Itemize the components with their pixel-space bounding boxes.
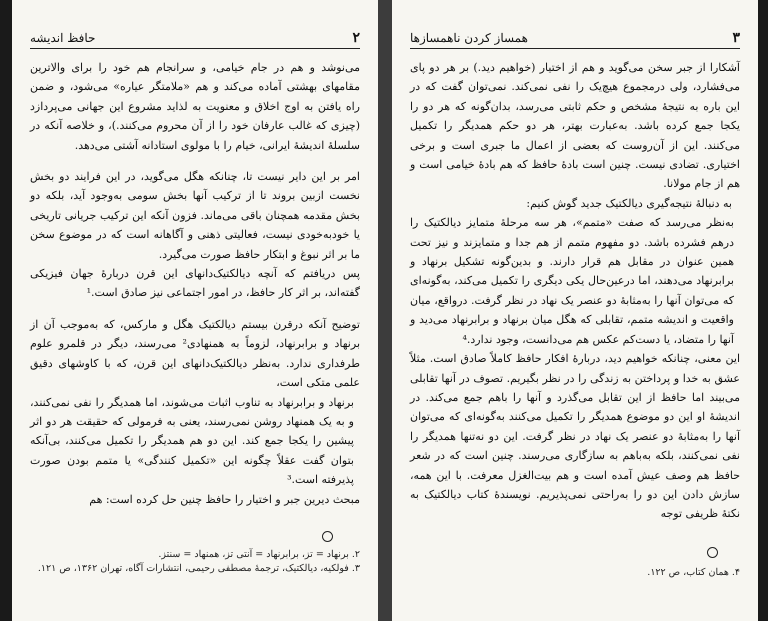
ornament-circle (707, 547, 718, 558)
paragraph: می‌نوشد و هم در جام خیامی، و سرانجام هم خود را برای والاترین مقامهای بهشتی آماده می‌کند و هم «ملامتگر عیاره» می‌شود، و ضمن راه یافتن به اوج اخلاق و معنویت به لذاید مشروع این جهانی می‌پردازد (چیزی که غالب عارفان خود را از آن محروم می‌کنند.)، و خلاصه آنکه در سلسلهٔ اندیشهٔ ایرانی، خیام را با مولوی استادانه آشتی می‌دهد. (30, 61, 360, 152)
running-title: حافظ اندیشه (30, 31, 96, 45)
scan-edge-right (758, 0, 768, 621)
page-body (30, 58, 360, 509)
paragraph: پس دریافتم که آنچه دیالکتیک‌دانهای این قرن دربارهٔ جهان فیزیکی گفته‌اند، بر اثر کار حافظ، در امور اجتماعی نیز صادق است.¹ (30, 267, 360, 300)
right-page (392, 0, 758, 621)
paragraph: آشکارا از جبر سخن می‌گوید و هم از اختیار (خواهیم دید.) بر هر دو پای می‌فشارد، ولی درمجموع هیچ‌یک را نفی نمی‌کند. نمی‌توان گفت که در این باره به نتیجهٔ مشخص و حکم ثابتی می‌رسد، بدان‌گونه که هر دو را یکجا جمع کرده باشد. به‌عبارت بهتر، هر دو حکم همدیگر را تکمیل می‌کنند. این از آن‌روست که بعضی از اعمال ما جبری است و برخی اختیاری. تضادی نیست. چنین است بادهٔ حافظ که هم بادهٔ خیامی است و هم از جام مولانا. (410, 61, 740, 191)
footnote: ۴. همان کتاب، ص ۱۲۲. (647, 567, 740, 578)
page-number: ۲ (352, 30, 360, 46)
page-number: ۳ (732, 30, 740, 46)
scan-edge-left (0, 0, 12, 621)
footnotes (410, 566, 740, 580)
footnote: ۳. فولکیه، دیالکتیک، ترجمهٔ مصطفی رحیمی، انتشارات آگاه، تهران ۱۳۶۲، ص ۱۲۱. (37, 563, 360, 574)
footnote: ۲. برنهاد = تز، برابرنهاد = آنتی تز، همنهاد = سنتز. (158, 549, 360, 560)
quote-paragraph: به‌نظر می‌رسد که صفت «متمم»، هر سه مرحلهٔ متمایز دیالکتیک را درهم فشرده باشد. دو مفهوم متمم از هم جدا و متمایزند و نیز تحت همین عنوان در مقابل هم قرار دارند. و بدین‌گونه تشکیل برنهاد و برابرنهاد می‌دهند، اما درعین‌حال یکی دیگری را تکمیل می‌کند، به‌گونه‌ای که می‌توان آنها را به‌مثابهٔ دو عنصر یک نهاد در نظر گرفت. درواقع، میان واقعیت و اندیشه متمم، تقابلی که هگل میان برنهاد و برابرنهاد می‌دید و آنها را متضاد، یا دست‌کم عکس هم می‌دانست، وجود ندارد.⁴ (410, 216, 734, 346)
page-header (30, 30, 360, 49)
paragraph: این معنی، چنانکه خواهیم دید، دربارهٔ افکار حافظ کاملاً صادق است. مثلاً عشق به خدا و پرداختن به زندگی را در نظر بگیریم. تصوف در آنها تقابلی می‌بیند اما حافظ از این تقابل می‌گذرد و آنها را باهم جمع می‌کند. در اندیشهٔ او این دو موضوع همدیگر را تکمیل می‌کنند به‌گونه‌ای که می‌توان آنها را به‌مثابهٔ دو عنصر یک نهاد در نظر گرفت. این دو نه‌تنها همدیگر را نفی نمی‌کنند، بلکه به‌باهم به سازگاری می‌رسند. چنین است که در شعر حافظ هم وصف عیش آمده است و هم بیت‌الغزل معرفت. با این همه، سازش دادن این دو را به‌راحتی نمی‌پذیریم. نویسندهٔ کتاب دیالکتیک به نکتهٔ ظریفی توجه (410, 352, 740, 521)
page-header (410, 30, 740, 49)
ornament-circle (322, 531, 333, 542)
running-title: همساز کردن ناهمسازها (410, 31, 528, 45)
book-spine-gap (378, 0, 392, 621)
paragraph: به دنبالهٔ نتیجه‌گیری دیالکتیک جدید گوش کنیم: (526, 196, 732, 210)
paragraph: امر بر این دایر نیست تا، چنانکه هگل می‌گوید، در این فرایند دو بخش نخست ازبین بروند تا از ترکیب آنها بخش سومی به‌وجود آید، بلکه دو بخش مقدمه همچنان باقی می‌ماند. فزون آنکه این ترکیب جریانی تاریخی یا خودبه‌خودی نیست، فعالیتی ذهنی و آگاهانه است که در موضوع سخن ما بر اثر نبوغ و ابتکار حافظ صورت می‌گیرد. (30, 170, 360, 261)
footnotes (30, 548, 360, 576)
page-body (410, 58, 740, 524)
quote-paragraph: برنهاد و برابرنهاد به تناوب اثبات می‌شوند، اما همدیگر را نفی نمی‌کنند، و به یک همنهاد روشن نمی‌رسند، یعنی به فرمولی که حقیقت هر دو اثر پیشین را یکجا جمع کند. این دو هم همدیگر را تکمیل می‌کنند، بی‌آنکه بتوان گفت عقلاً چگونه این «تکمیل کنندگی» یا متمم بودن صورت پذیرفته است.³ (30, 395, 354, 487)
paragraph: توضیح آنکه درقرن بیستم دیالکتیک هگل و مارکس، که به‌موجب آن از برنهاد و برابرنهاد، لزوماً به همنهادی² می‌رسند، دیگر در قلمرو علوم طرفداری ندارد. به‌نظر دیالکتیک‌دانهای این قرن، که با کاوشهای دقیق علمی متکی است، (30, 317, 361, 390)
left-page (12, 0, 378, 621)
paragraph: مبحث دیرین جبر و اختیار را حافظ چنین حل کرده است: هم (89, 492, 360, 506)
